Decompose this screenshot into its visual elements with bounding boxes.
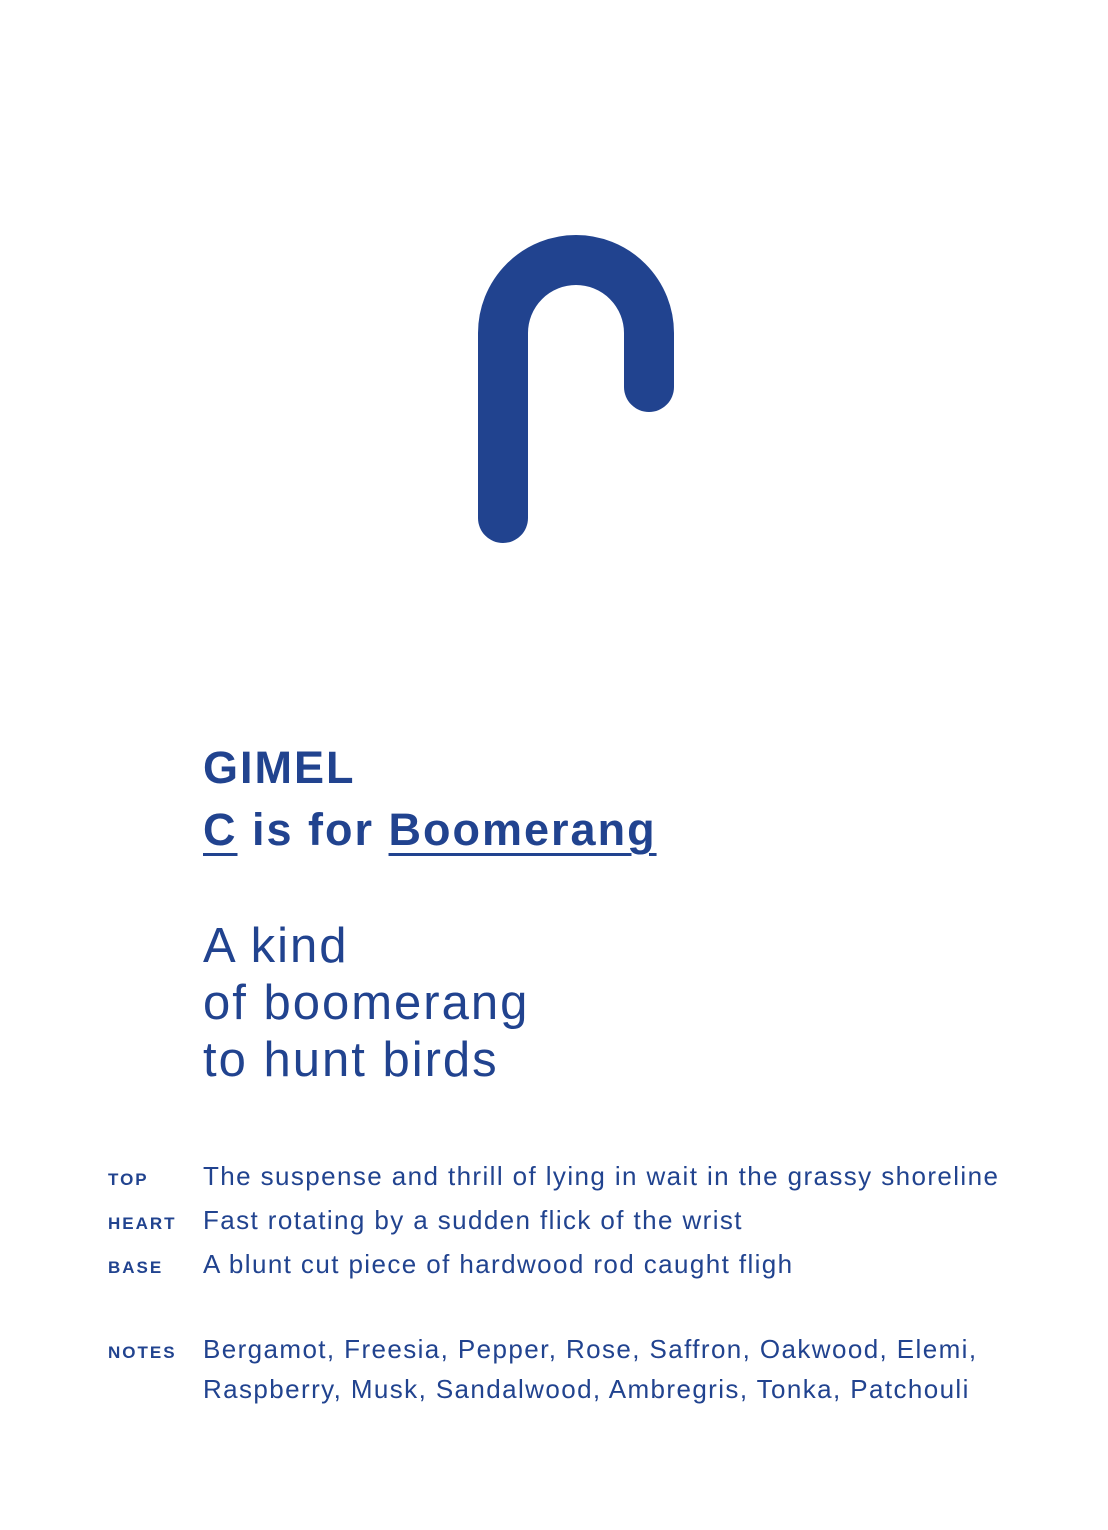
description-line: A kind: [203, 919, 349, 973]
hooked-staff-icon: [478, 235, 674, 543]
note-row-heart: [108, 1200, 1088, 1244]
note-text-top: The suspense and thrill of lying in wait in the grassy shoreline: [203, 1161, 1000, 1191]
description-line: of boomerang: [203, 976, 530, 1030]
tagline-middle: is for: [237, 804, 389, 855]
description-line: to hunt birds: [203, 1033, 499, 1087]
note-label-heart: HEART: [108, 1214, 177, 1233]
tagline-letter: C: [203, 804, 238, 855]
tagline-word: Boomerang: [388, 804, 657, 855]
note-text-ingredients: Bergamot, Freesia, Pepper, Rose, Saffron, Oakwood, Elemi, Raspberry, Musk, Sandalwood, Ambregris, Tonka, Patchouli: [203, 1334, 978, 1404]
brand-name: GIMEL: [203, 742, 356, 793]
title-block: [203, 738, 1023, 862]
note-row-base: [108, 1244, 1088, 1288]
note-row-ingredients: [108, 1329, 1088, 1409]
note-text-heart: Fast rotating by a sudden flick of the wrist: [203, 1205, 743, 1235]
tagline: [203, 798, 1023, 862]
note-label-top: TOP: [108, 1170, 149, 1189]
fragrance-notes: [108, 1156, 1088, 1409]
note-label-base: BASE: [108, 1258, 164, 1277]
note-label-ingredients: NOTES: [108, 1343, 177, 1362]
note-text-base: A blunt cut piece of hardwood rod caught fligh: [203, 1249, 794, 1279]
description: [203, 918, 529, 1089]
note-row-top: [108, 1156, 1088, 1200]
